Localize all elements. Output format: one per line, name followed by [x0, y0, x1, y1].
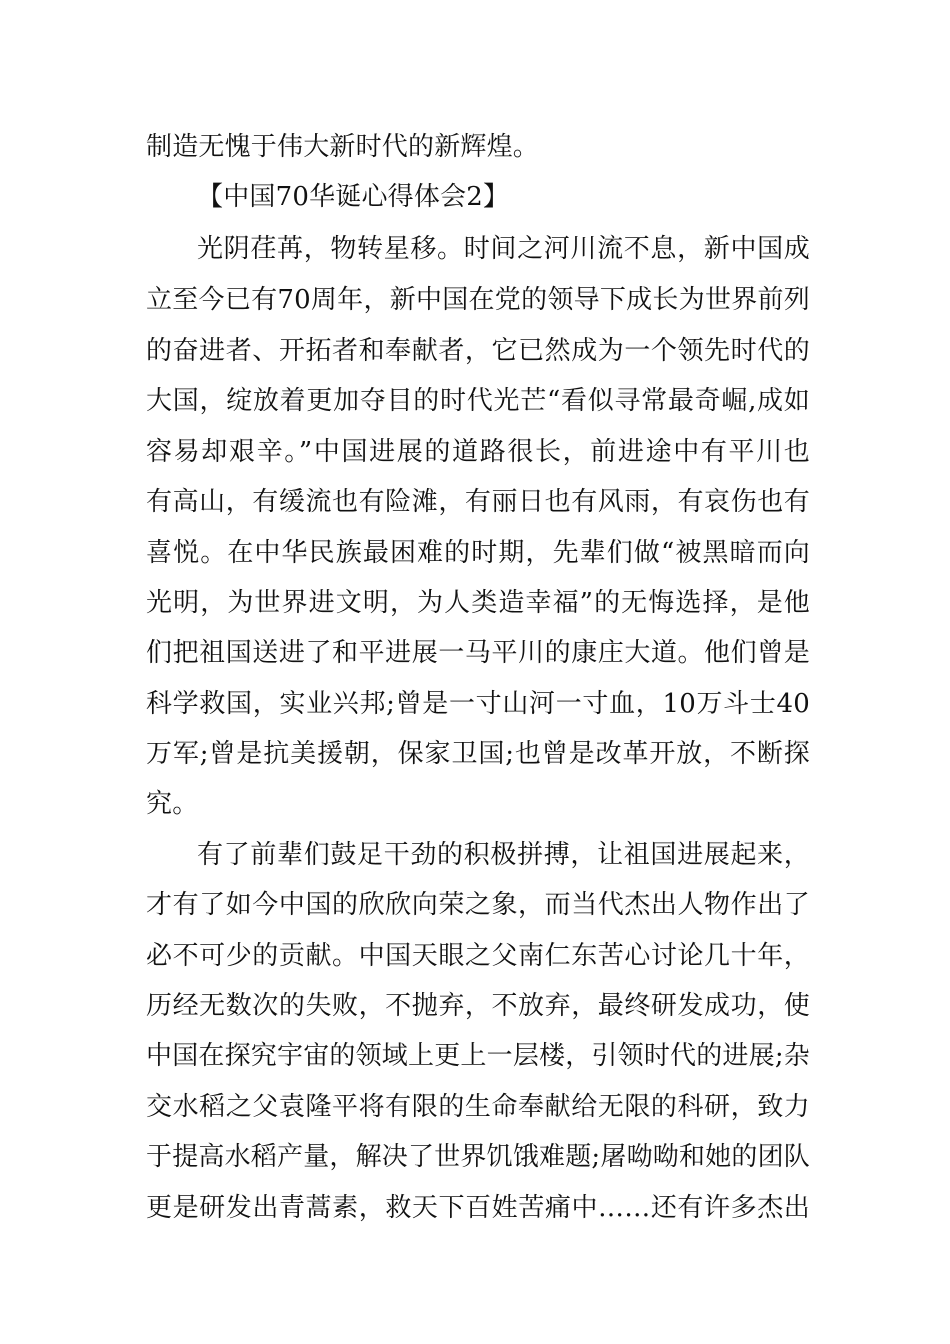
- text-line: 究。: [146, 789, 199, 819]
- text-line: 万军;曾是抗美援朝，保家卫国;也曾是改革开放，不断探: [146, 739, 810, 769]
- text-line: 大国，绽放着更加夺目的时代光芒“看似寻常最奇崛,成如: [146, 386, 810, 416]
- text-line: 中国在探究宇宙的领域上更上一层楼，引领时代的进展;杂: [146, 1041, 810, 1071]
- text-line: 更是研发出青蒿素，救天下百姓苦痛中……还有许多杰出: [146, 1193, 810, 1223]
- text-line: 立至今已有70周年，新中国在党的领导下成长为世界前列: [146, 285, 810, 315]
- text-line: 光阴荏苒，物转星移。时间之河川流不息，新中国成: [197, 234, 810, 264]
- section-heading: 【中国70华诞心得体会2】: [197, 182, 510, 212]
- text-line: 必不可少的贡献。中国天眼之父南仁东苦心讨论几十年，: [146, 941, 810, 971]
- text-line: 科学救国，实业兴邦;曾是一寸山河一寸血，10万斗士40: [146, 689, 810, 719]
- text-line: 喜悦。在中华民族最困难的时期，先辈们做“被黑暗而向: [146, 538, 810, 568]
- text-line: 历经无数次的失败，不抛弃，不放弃，最终研发成功，使: [146, 991, 810, 1021]
- text-line: 才有了如今中国的欣欣向荣之象，而当代杰出人物作出了: [146, 890, 810, 920]
- text-line: 于提高水稻产量，解决了世界饥饿难题;屠呦呦和她的团队: [146, 1142, 810, 1172]
- text-line: 制造无愧于伟大新时代的新辉煌。: [146, 132, 540, 162]
- text-line: 光明，为世界进文明，为人类造幸福”的无悔选择，是他: [146, 588, 810, 618]
- text-line: 有了前辈们鼓足干劲的积极拼搏，让祖国进展起来，: [197, 840, 810, 870]
- text-line: 有高山，有缓流也有险滩，有丽日也有风雨，有哀伤也有: [146, 487, 810, 517]
- text-line: 交水稻之父袁隆平将有限的生命奉献给无限的科研，致力: [146, 1092, 810, 1122]
- text-line: 容易却艰辛。”中国进展的道路很长，前进途中有平川也: [146, 437, 810, 467]
- text-line: 们把祖国送进了和平进展一马平川的康庄大道。他们曾是: [146, 638, 810, 668]
- text-line: 的奋进者、开拓者和奉献者，它已然成为一个领先时代的: [146, 336, 810, 366]
